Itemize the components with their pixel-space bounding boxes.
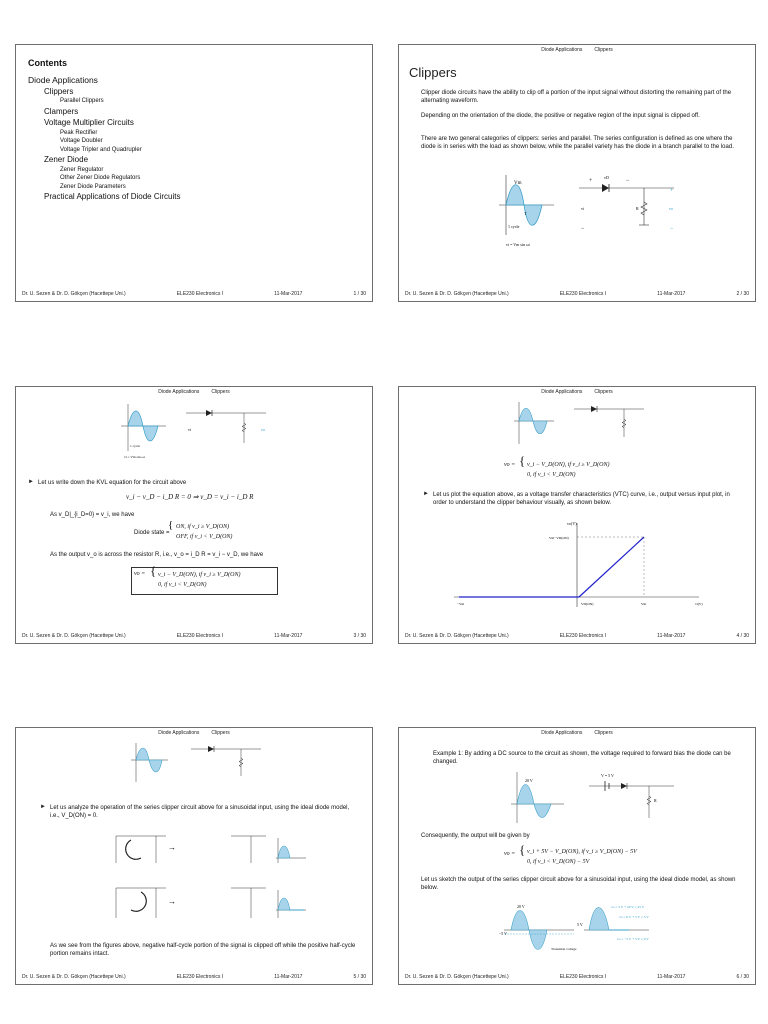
series-clipper-figure (509, 399, 659, 459)
slide-title: Clippers (409, 65, 457, 80)
toc-item-level-2[interactable]: Practical Applications of Diode Circuits (44, 192, 181, 201)
as-text-1: As v_D|_{i_D=0} = v_i, we have (50, 512, 135, 518)
slide-header: Diode Applications Clippers (541, 47, 613, 53)
toc-item-level-1[interactable]: Diode Applications (28, 75, 98, 85)
slide-header: Diode Applications Clippers (158, 730, 230, 736)
slide-clippers-intro (398, 44, 756, 302)
kvl-text: Let us write down the KVL equation for the circuit above (38, 480, 187, 486)
svg-text:vo: vo (669, 206, 673, 211)
paragraph-2: Depending on the orientation of the diode, the positive or negative region of the input signal is clipped off. (421, 113, 700, 119)
footer: Dr. U. Sezen & Dr. D. Gökçen (Hacettepe Uni.) ELE230 Electronics I 11-Mar-2017 5 / 30 (22, 974, 366, 980)
series-clipper-figure (494, 170, 694, 250)
svg-text:−: − (581, 226, 585, 232)
toc-item-level-3[interactable]: Zener Diode Parameters (60, 183, 126, 190)
brace: { (168, 519, 174, 531)
toc-item-level-3[interactable]: Parallel Clippers (60, 98, 104, 104)
bullet-marker: ► (28, 479, 34, 485)
series-clipper-figure (126, 740, 276, 795)
svg-text:20 V: 20 V (517, 904, 525, 909)
toc-item-level-2[interactable]: Clampers (44, 106, 79, 116)
paragraph-3: There are two general categories of clippers: series and parallel. The series configuration is defined as one where the diode is in series with the load as shown below, while the parallel variety has the diode in a branch parallel to the load. (421, 136, 734, 150)
svg-text:R: R (654, 798, 657, 803)
slide-example-1: Diode Applications Clippers Example 1: By adding a DC source to the circuit as shown, the voltage required to forward bias the diode can be changed. 20 V V = 5 V R Consequently, the output will be given by vo = { v_i + 5V − V_D(ON), if v_i ≥ V_D(ON) − 5V 0, if v_i < V_D(ON) − 5V Let us sketch the output of the series clipper circuit above for a sinusoidal input, using the ideal diode model, as shown below. 20 V −5 V Transition voltage 5 V vo = 5 V + 20 V = 25 V vo = 0 V + 5 V = 5 V vo = −5 V + 5 V = 0 V Dr. U. Sezen & Dr. D. Gökçen (Hacettepe Uni.) ELE230 Electronics I 11-Mar-2017 6 / 30 (398, 727, 756, 985)
footer: Dr. U. Sezen & Dr. D. Gökçen (Hacettepe Uni.) ELE230 Electronics I 11-Mar-2017 4 / 30 (405, 633, 749, 639)
svg-text:−: − (670, 226, 674, 232)
toc-item-level-2[interactable]: Clippers (44, 86, 74, 96)
svg-text:V = 5 V: V = 5 V (601, 773, 614, 778)
svg-text:vi: vi (581, 206, 585, 211)
svg-text:→: → (168, 843, 176, 852)
svg-text:+: + (670, 188, 674, 194)
example-output-waveforms (499, 900, 699, 960)
svg-text:→: → (168, 897, 176, 906)
vtc-text: Let us plot the equation above, as a voltage transfer characteristics (VTC) curve, i.e., output versus input plot, in order to understand the clipper behaviour visually, as shown below. (433, 492, 730, 506)
vtc-eq-2: 0, if v_i < V_D(ON) (527, 472, 576, 478)
diode-off-case: OFF, if v_i < V_D(ON) (176, 534, 233, 540)
slide-kvl (15, 386, 373, 644)
svg-text:vo = 0 V + 5 V = 5 V: vo = 0 V + 5 V = 5 V (619, 915, 649, 919)
footer-date: 11-Mar-2017 (274, 291, 303, 297)
svg-text:T: T (524, 211, 527, 216)
diode-state-label: Diode state = (134, 530, 170, 536)
toc-item-level-2[interactable]: Zener Diode (44, 155, 89, 164)
sketch-text: Let us sketch the output of the series clipper circuit above for a sinusoidal input, using the ideal diode model, as shown below. (421, 877, 736, 891)
circuit-schematic (579, 175, 674, 232)
example-out-2: 0, if v_i < V_D(ON) − 5V (527, 859, 590, 865)
negative-half-cycle (116, 888, 306, 918)
kvl-equation: v_i − v_D − i_D R = 0 ⇒ v_D = v_i − i_D R (126, 493, 254, 501)
svg-text:VD(ON): VD(ON) (581, 602, 594, 606)
svg-text:1 cycle: 1 cycle (130, 444, 141, 448)
slide-header: Diode Applications Clippers (541, 730, 613, 736)
toc-item-level-3[interactable]: Peak Rectifier (60, 129, 98, 136)
svg-text:20 V: 20 V (525, 778, 533, 783)
diode-on-case: ON, if v_i ≥ V_D(ON) (176, 524, 230, 530)
toc-item-level-3[interactable]: Other Zener Diode Regulators (60, 175, 141, 181)
toc-item-level-3[interactable]: Voltage Doubler (60, 138, 103, 144)
svg-text:vo = −5 V + 5 V = 0 V: vo = −5 V + 5 V = 0 V (617, 937, 649, 941)
svg-text:−: − (626, 178, 630, 184)
svg-text:Transition voltage: Transition voltage (551, 947, 577, 951)
as-text-2: As the output v_o is across the resistor R, i.e., v_o = i_D R = v_i − v_D, we have (50, 552, 264, 558)
vtc-eq-1: v_i − V_D(ON), if v_i ≥ V_D(ON) (527, 462, 610, 468)
positive-half-cycle (116, 836, 306, 863)
footer-page: 1 / 30 (353, 291, 366, 297)
svg-text:vD: vD (604, 175, 609, 180)
slide-contents (15, 44, 373, 302)
contents-title: Contents (28, 58, 67, 68)
svg-text:Vm−VD(ON): Vm−VD(ON) (549, 536, 569, 540)
svg-text:−5 V: −5 V (499, 931, 508, 936)
footer (22, 291, 366, 297)
footer: Dr. U. Sezen & Dr. D. Gökçen (Hacettepe Uni.) ELE230 Electronics I 11-Mar-2017 3 / 30 (22, 633, 366, 639)
svg-text:Vm: Vm (641, 602, 647, 606)
half-cycle-figures (106, 828, 306, 938)
slide-header: Diode Applications Clippers (158, 389, 230, 395)
slide-vtc: Diode Applications Clippers vo = { v_i − V_D(ON), if v_i ≥ V_D(ON) 0, if v_i < V_D(ON) ► Let us plot the equation above, as a voltage transfer characteristics (VTC) curve, i.e., output versus input plot, in order to understand the clipper behaviour visually, as shown below. vo(V) Vm−VD(ON) vi(V) VD(ON) −Vm Vm Dr. U. Sezen & Dr. D. Gökçen (Hacettepe Uni.) ELE230 Electronics I 11-Mar-2017 4 / 30 (398, 386, 756, 644)
output-case-1: v_i − V_D(ON), if v_i ≥ V_D(ON) (158, 572, 241, 578)
svg-text:5 V: 5 V (577, 922, 583, 927)
paragraph-1: Clipper diode circuits have the ability to clip off a portion of the input signal without distorting the remaining part of the alternating waveform. (421, 90, 732, 104)
dc-source-clipper-figure (509, 768, 679, 826)
svg-text:vi(V): vi(V) (695, 602, 703, 606)
output-case-2: 0, if v_i < V_D(ON) (158, 582, 207, 588)
svg-text:R: R (636, 206, 639, 211)
toc-item-level-3[interactable]: Zener Regulator (60, 166, 104, 173)
svg-text:+: + (589, 178, 593, 184)
example-text: Example 1: By adding a DC source to the circuit as shown, the voltage required to forward bias the diode can be changed. (433, 751, 731, 765)
toc-item-level-2[interactable]: Voltage Multiplier Circuits (44, 118, 134, 127)
series-clipper-figure (116, 401, 286, 466)
slide-header: Diode Applications Clippers (541, 389, 613, 395)
svg-text:vo(V): vo(V) (567, 521, 577, 526)
svg-text:vi = Vm sin ωt: vi = Vm sin ωt (506, 242, 530, 247)
consequence-text: Consequently, the output will be given by (421, 833, 530, 839)
example-out-1: v_i + 5V − V_D(ON), if v_i ≥ V_D(ON) − 5V (527, 849, 637, 855)
toc-item-level-3[interactable]: Voltage Tripler and Quadrupler (60, 146, 142, 153)
footer-course: ELE230 Electronics I (176, 291, 224, 297)
analysis-text: Let us analyze the operation of the series clipper circuit above for a sinusoidal input, using the ideal diode model, i.e., V_D(ON) = 0. (50, 805, 350, 819)
footer-authors: Dr. U. Sezen & Dr. D. Gökçen (Hacettepe Uni.) (22, 291, 126, 297)
svg-text:vi: vi (188, 427, 192, 432)
svg-text:1 cycle: 1 cycle (508, 224, 520, 229)
slide-ideal-diode: Diode Applications Clippers ► Let us analyze the operation of the series clipper circuit above for a sinusoidal input, using the ideal diode model, i.e., V_D(ON) = 0. → → As we see from the figures above, negative half-cycle portion of the signal is clipped off while the positive half-cycle portion remains intact. Dr. U. Sezen & Dr. D. Gökçen (Hacettepe Uni.) ELE230 Electronics I 11-Mar-2017 5 / 30 (15, 727, 373, 985)
footer: Dr. U. Sezen & Dr. D. Gökçen (Hacettepe Uni.) ELE230 Electronics I 11-Mar-2017 2 / 30 (405, 291, 749, 297)
output-equation-box: vo = { v_i − V_D(ON), if v_i ≥ V_D(ON) 0, if v_i < V_D(ON) (131, 567, 278, 595)
svg-text:vo: vo (261, 427, 265, 432)
input-sine-wave (499, 175, 554, 247)
footer: Dr. U. Sezen & Dr. D. Gökçen (Hacettepe Uni.) ELE230 Electronics I 11-Mar-2017 6 / 30 (405, 974, 749, 980)
svg-text:vi = Vm sin ωt: vi = Vm sin ωt (124, 455, 145, 459)
conclusion-text: As we see from the figures above, negative half-cycle portion of the signal is clipped off while the positive half-cycle portion remains intact. (50, 943, 356, 957)
svg-text:Vm: Vm (514, 181, 522, 186)
svg-text:−Vm: −Vm (457, 602, 465, 606)
vtc-plot (449, 519, 709, 611)
svg-text:vo = 5 V + 20 V = 25 V: vo = 5 V + 20 V = 25 V (611, 905, 645, 909)
